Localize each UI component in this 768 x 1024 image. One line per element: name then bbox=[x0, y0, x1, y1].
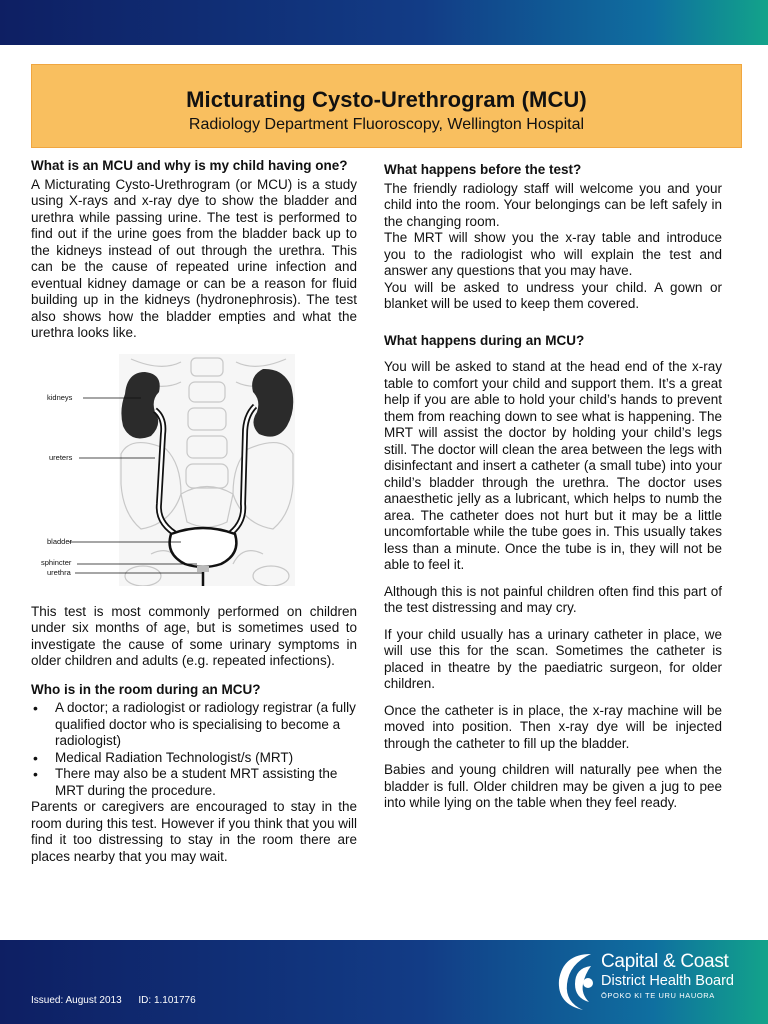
before-p3: You will be asked to undress your child. A gown or blanket will be used to keep them covered. bbox=[384, 279, 722, 311]
label-ureters: ureters bbox=[49, 452, 73, 462]
label-urethra: urethra bbox=[47, 567, 71, 577]
page-title: Micturating Cysto-Urethrogram (MCU) bbox=[186, 87, 587, 112]
urinary-tract-diagram bbox=[31, 354, 357, 586]
org-logo bbox=[553, 950, 753, 1016]
issued-date: Issued: August 2013 bbox=[31, 995, 122, 1006]
page-subtitle: Radiology Department Fluoroscopy, Wellington Hospital bbox=[188, 116, 585, 133]
org-maori: ŌPOKO KI TE URU HAUORA bbox=[601, 991, 715, 1000]
label-bladder: bladder bbox=[47, 536, 73, 546]
during-p3: If your child usually has a urinary catheter in place, we will use this for the scan. Sometimes the catheter is placed in theatre by the paediatric surgeon, for older children. bbox=[384, 626, 722, 691]
org-sub: District Health Board bbox=[601, 973, 734, 989]
during-heading: What happens during an MCU? bbox=[384, 332, 585, 348]
issue-info bbox=[31, 995, 210, 1006]
before-heading: What happens before the test? bbox=[384, 162, 582, 177]
label-kidneys: kidneys bbox=[47, 392, 73, 402]
right-column bbox=[384, 158, 722, 822]
title-box bbox=[31, 64, 742, 148]
before-p2: The MRT will show you the x-ray table and introduce you to the radiologist who will explain the test and answer any questions that you may have. bbox=[384, 230, 722, 278]
list-item: • Medical Radiation Technologist/s (MRT) bbox=[31, 750, 357, 767]
label-sphincter: sphincter bbox=[41, 557, 72, 567]
what-heading: What is an MCU and why is my child having one? bbox=[31, 158, 348, 173]
left-column bbox=[31, 158, 357, 865]
parents-body: Parents or caregivers are encouraged to stay in the room during this test. However if you think that you will find it too distressing to stay in the room there are places nearby that you may wait. bbox=[31, 799, 357, 864]
top-banner bbox=[0, 0, 768, 45]
wave-logo-icon bbox=[553, 950, 597, 1012]
common-body: This test is most commonly performed on children under six months of age, but is sometimes used to investigate the cause of some urinary symptoms in older children and adults (e.g. repeated infections). bbox=[31, 603, 357, 668]
list-item: • There may also be a student MRT assisting the MRT during the procedure. bbox=[31, 766, 357, 799]
what-body: A Micturating Cysto-Urethrogram (or MCU) is a study using X-rays and x-ray dye to show the bladder and urethra while passing urine. The test is performed to find out if the urine goes from the bladder back up to the kidneys instead of out through the urethra. This can be the cause of repeated urine infection and eventual kidney damage or can be a reason for fluid building up in the kidneys (hydronephrosis). The test also shows how the bladder empties and what the urethra looks like. bbox=[31, 176, 357, 340]
before-p1: The friendly radiology staff will welcome you and your child into the room. Your belongings can be left safely in the changing room. bbox=[384, 180, 722, 229]
during-p4: Once the catheter is in place, the x-ray machine will be moved into position. Then x-ray dye will be injected through the catheter to fill up the bladder. bbox=[384, 702, 722, 751]
bladder-shape bbox=[170, 528, 237, 567]
during-p5: Babies and young children will naturally pee when the bladder is full. Older children may be given a jug to pee into while lying on the table when they feel ready. bbox=[384, 762, 722, 810]
org-name: Capital & Coast bbox=[601, 951, 729, 972]
who-heading: Who is in the room during an MCU? bbox=[31, 681, 261, 697]
document-id: ID: 1.101776 bbox=[138, 995, 196, 1006]
during-p2: Although this is not painful children often find this part of the test distressing and may cry. bbox=[384, 583, 722, 615]
during-p1: You will be asked to stand at the head end of the x-ray table to comfort your child and support them. It’s a great help if you are able to hold your child’s hands to prevent them from reaching down to see what is happening. The MRT will assist the doctor by holding your child’s legs still. The doctor will clean the area between the legs with disinfectant and insert a catheter (a small tube) into your child’s bladder through the urethra. The doctor uses anaesthetic jelly as a lubricant, which helps to numb the area. The catheter does not hurt but it may be a little uncomfortable while the tube goes in. This usually takes less than a minute. Once the tube is in, they will not be able to feel it. bbox=[384, 359, 722, 572]
list-item: • A doctor; a radiologist or radiology registrar (a fully qualified doctor who is specialising to become a radiologist) bbox=[31, 700, 357, 750]
footer-band bbox=[0, 940, 768, 1024]
who-list bbox=[31, 700, 357, 799]
